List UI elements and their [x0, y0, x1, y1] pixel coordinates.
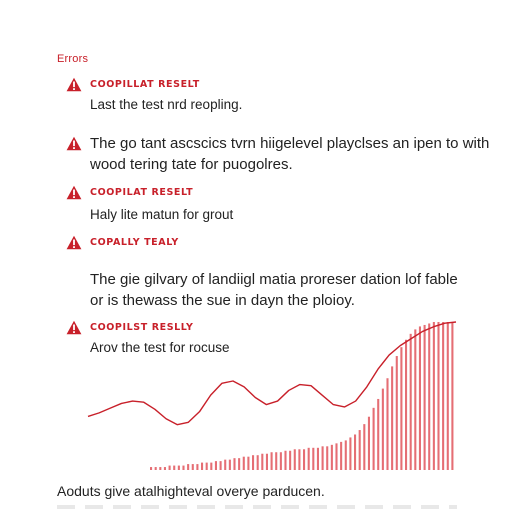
- trend-chart: [84, 318, 464, 474]
- chart-bar: [196, 464, 198, 470]
- chart-bar: [451, 322, 453, 470]
- chart-bar: [275, 452, 277, 470]
- chart-bar: [377, 399, 379, 470]
- warning-triangle-icon: [66, 185, 82, 200]
- error-message-4-text: [90, 269, 458, 311]
- chart-bar: [280, 452, 282, 470]
- chart-bar: [229, 460, 231, 470]
- chart-bar: [289, 451, 291, 470]
- error-message-2-line-2: wood tering tate for puogolres.: [90, 156, 293, 173]
- chart-bar: [215, 461, 217, 470]
- chart-bar: [396, 356, 398, 470]
- chart-bar: [368, 417, 370, 470]
- chart-bar: [317, 448, 319, 470]
- chart-bar: [326, 446, 328, 470]
- chart-bar: [252, 455, 254, 470]
- chart-bar: [247, 457, 249, 470]
- chart-bar: [308, 448, 310, 470]
- error-message-5-text: Arov the test for rocuse: [90, 340, 230, 355]
- chart-bar: [220, 461, 222, 470]
- chart-bar: [437, 322, 439, 470]
- chart-bar: [257, 455, 259, 470]
- chart-bar: [284, 451, 286, 470]
- chart-bar: [331, 445, 333, 470]
- error-message-3-label: COOPILAT RESELT: [90, 187, 194, 198]
- error-message-2-text: [90, 133, 489, 175]
- chart-bar: [386, 378, 388, 470]
- chart-bar: [335, 443, 337, 470]
- chart-bar: [349, 437, 351, 470]
- chart-bar: [178, 466, 180, 470]
- chart-bar: [391, 366, 393, 470]
- chart-bar: [210, 463, 212, 470]
- chart-bar: [373, 408, 375, 470]
- chart-bar: [155, 467, 157, 470]
- chart-bar: [298, 449, 300, 470]
- chart-bar: [419, 326, 421, 470]
- error-message-3-header[interactable]: [66, 185, 193, 200]
- chart-bar: [224, 460, 226, 470]
- chart-bar: [159, 467, 161, 470]
- warning-triangle-icon: [66, 77, 82, 92]
- error-message-4-line-1: The gie gilvary of landiigl matia proreser dation lof fable: [90, 271, 458, 288]
- chart-bar: [150, 467, 152, 470]
- chart-bar: [233, 458, 235, 470]
- chart-bar: [182, 466, 184, 470]
- chart-bar: [354, 434, 356, 470]
- footer-faint-line: [57, 505, 457, 509]
- chart-bar: [238, 458, 240, 470]
- error-message-1-text: Last the test nrd reopling.: [90, 97, 243, 112]
- error-message-1-header[interactable]: [66, 77, 200, 92]
- warning-triangle-icon: [66, 320, 82, 335]
- chart-bar: [294, 449, 296, 470]
- chart-bar: [164, 467, 166, 470]
- warning-triangle-icon: [66, 136, 82, 151]
- chart-bar: [405, 340, 407, 470]
- trend-chart-svg: [84, 318, 464, 474]
- chart-bar: [266, 454, 268, 470]
- chart-bar: [363, 424, 365, 470]
- chart-bar: [271, 452, 273, 470]
- chart-bar: [442, 322, 444, 470]
- chart-bar: [261, 454, 263, 470]
- chart-bar: [187, 464, 189, 470]
- footer-text: Aoduts give atalhighteval overye parducen.: [57, 483, 325, 499]
- chart-bar: [400, 347, 402, 470]
- chart-bar: [414, 329, 416, 470]
- error-message-3-text: Haly lite matun for grout: [90, 207, 234, 222]
- chart-bar: [201, 463, 203, 470]
- chart-bar: [192, 464, 194, 470]
- chart-bar: [359, 430, 361, 470]
- chart-bar: [173, 466, 175, 470]
- error-message-4-header[interactable]: [66, 235, 179, 250]
- error-message-1-label: COOPILLAT RESELT: [90, 79, 200, 90]
- chart-bar: [322, 446, 324, 470]
- chart-bar: [433, 322, 435, 470]
- error-message-2-line-1: The go tant ascscics tvrn hiigelevel playclses an ipen to with: [90, 135, 490, 152]
- chart-bar: [243, 457, 245, 470]
- chart-bar: [312, 448, 314, 470]
- error-message-5-label: COOPILST RESLLY: [90, 322, 194, 333]
- warning-triangle-icon: [66, 235, 82, 250]
- error-message-4-line-2: or is thewass the sue in dayn the ploioy.: [90, 292, 355, 309]
- chart-bar: [382, 389, 384, 470]
- chart-bar: [303, 449, 305, 470]
- chart-bar: [410, 334, 412, 470]
- chart-bar: [206, 463, 208, 470]
- chart-bar: [169, 466, 171, 470]
- errors-section-title: Errors: [57, 53, 89, 65]
- chart-bar: [424, 325, 426, 470]
- chart-bar: [428, 323, 430, 470]
- chart-bar: [345, 440, 347, 470]
- chart-bar: [340, 442, 342, 470]
- chart-bar: [447, 322, 449, 470]
- error-message-4-label: COPALLY TEALY: [90, 237, 179, 248]
